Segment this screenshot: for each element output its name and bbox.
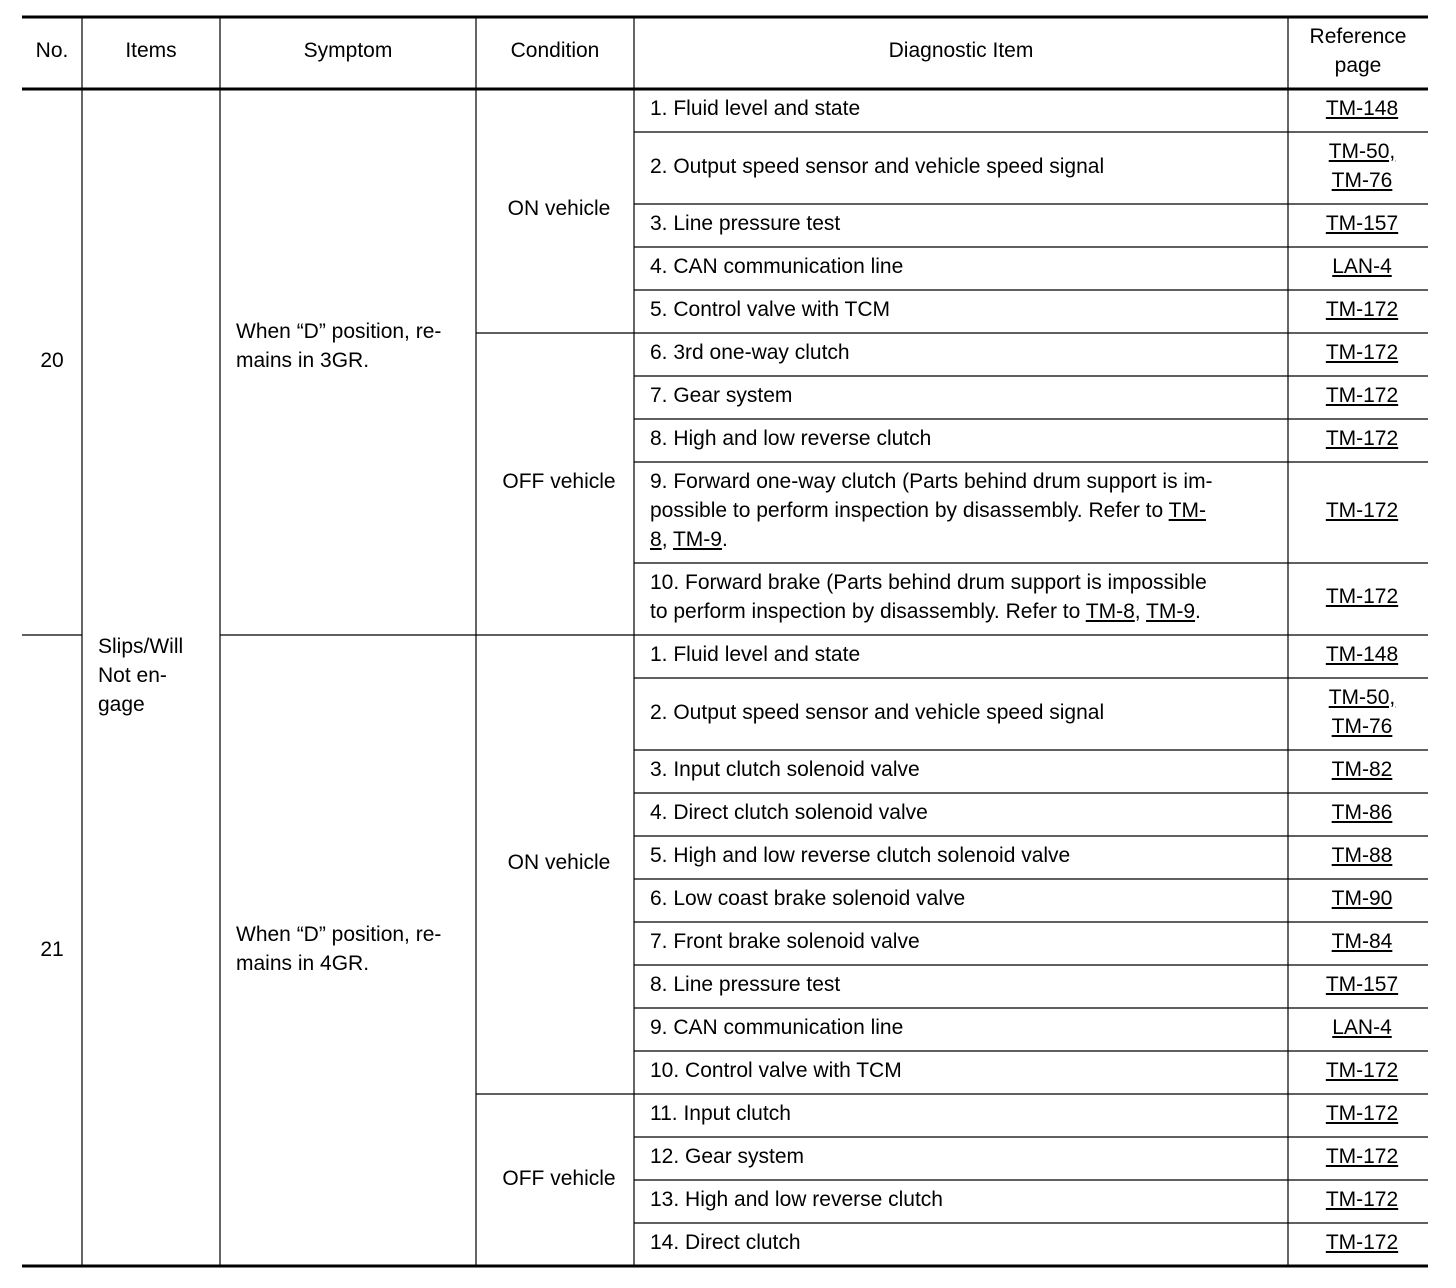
ref-link-20-3[interactable]: TM-157 — [1325, 212, 1399, 235]
header-no: No. — [35, 39, 69, 62]
inline-link-tm-8-part2[interactable]: 8 — [650, 528, 662, 551]
ref-link-21-4[interactable]: TM-86 — [1331, 801, 1393, 824]
ref-link-21-12[interactable]: TM-172 — [1325, 1145, 1399, 1168]
diag-item-21-14: 14. Direct clutch — [650, 1231, 801, 1254]
ref-link-20-4[interactable]: LAN-4 — [1332, 255, 1392, 278]
diag-item-21-6: 6. Low coast brake solenoid valve — [650, 887, 966, 910]
header-symptom: Symptom — [303, 39, 393, 62]
diag-item-21-2: 2. Output speed sensor and vehicle speed signal — [650, 701, 1105, 724]
ref-link-21-13[interactable]: TM-172 — [1325, 1188, 1399, 1211]
diag-text: possible to perform inspection by disassembly. Refer to — [650, 499, 1169, 522]
diag-item-20-4: 4. CAN communication line — [650, 255, 904, 278]
diag-item-21-8: 8. Line pressure test — [650, 973, 841, 996]
ref-link-20-9[interactable]: TM-172 — [1325, 499, 1399, 522]
items-line3: gage — [98, 693, 145, 716]
diag-item-20-6: 6. 3rd one-way clutch — [650, 341, 850, 364]
ref-link-20-2b[interactable]: TM-76 — [1331, 169, 1393, 192]
ref-link-20-5[interactable]: TM-172 — [1325, 298, 1399, 321]
ref-link-20-8[interactable]: TM-172 — [1325, 427, 1399, 450]
diag-text: . — [1195, 600, 1201, 623]
diag-item-20-9-line1: 9. Forward one-way clutch (Parts behind drum support is im- — [650, 470, 1213, 493]
ref-link-21-2a[interactable]: TM-50, — [1328, 686, 1396, 709]
header-items: Items — [125, 39, 177, 62]
items-line1: Slips/Will — [98, 635, 184, 658]
header-reference-page: page — [1334, 54, 1382, 77]
diag-item-20-10-line1: 10. Forward brake (Parts behind drum support is impossible — [650, 571, 1207, 594]
condition-on-vehicle: ON vehicle — [507, 197, 611, 220]
inline-link-tm-9[interactable]: TM-9 — [672, 528, 722, 551]
condition-on-vehicle: ON vehicle — [507, 851, 611, 874]
ref-link-20-7[interactable]: TM-172 — [1325, 384, 1399, 407]
symptom-20-line2: mains in 3GR. — [236, 349, 370, 372]
ref-link-20-2a[interactable]: TM-50, — [1328, 140, 1396, 163]
diag-item-20-3: 3. Line pressure test — [650, 212, 841, 235]
ref-link-20-6[interactable]: TM-172 — [1325, 341, 1399, 364]
diag-item-21-4: 4. Direct clutch solenoid valve — [650, 801, 928, 824]
ref-link-21-2b[interactable]: TM-76 — [1331, 715, 1393, 738]
ref-link-21-1[interactable]: TM-148 — [1325, 643, 1399, 666]
diag-item-20-10-line2 — [650, 597, 1201, 626]
diag-item-20-9-line2 — [650, 496, 1206, 525]
header-reference: Reference — [1309, 25, 1407, 48]
diag-item-20-2: 2. Output speed sensor and vehicle speed signal — [650, 155, 1105, 178]
ref-link-21-11[interactable]: TM-172 — [1325, 1102, 1399, 1125]
ref-link-21-7[interactable]: TM-84 — [1331, 930, 1393, 953]
items-line2: Not en- — [98, 664, 167, 687]
inline-link-tm-8-part1[interactable]: TM- — [1168, 499, 1206, 522]
ref-link-20-10[interactable]: TM-172 — [1325, 585, 1399, 608]
inline-link-tm-9[interactable]: TM-9 — [1146, 600, 1196, 623]
diag-item-21-1: 1. Fluid level and state — [650, 643, 861, 666]
row-number-21: 21 — [40, 938, 64, 961]
diag-item-21-13: 13. High and low reverse clutch — [650, 1188, 943, 1211]
symptom-20-line1: When “D” position, re- — [236, 320, 442, 343]
symptom-21-line1: When “D” position, re- — [236, 923, 442, 946]
condition-off-vehicle: OFF vehicle — [502, 1167, 616, 1190]
diag-item-21-3: 3. Input clutch solenoid valve — [650, 758, 920, 781]
diag-item-20-5: 5. Control valve with TCM — [650, 298, 891, 321]
header-diagnostic-item: Diagnostic Item — [888, 39, 1034, 62]
diag-item-20-7: 7. Gear system — [650, 384, 793, 407]
diag-item-21-11: 11. Input clutch — [650, 1102, 791, 1125]
diag-item-21-9: 9. CAN communication line — [650, 1016, 904, 1039]
diag-text: , — [1134, 600, 1147, 623]
diag-item-21-10: 10. Control valve with TCM — [650, 1059, 902, 1082]
ref-link-21-10[interactable]: TM-172 — [1325, 1059, 1399, 1082]
diag-item-20-9-line3 — [650, 525, 728, 554]
symptom-21-line2: mains in 4GR. — [236, 952, 370, 975]
diag-item-20-1: 1. Fluid level and state — [650, 97, 861, 120]
diag-item-21-12: 12. Gear system — [650, 1145, 805, 1168]
ref-link-21-3[interactable]: TM-82 — [1331, 758, 1393, 781]
header-condition: Condition — [510, 39, 600, 62]
ref-link-20-1[interactable]: TM-148 — [1325, 97, 1399, 120]
inline-link-tm-8[interactable]: TM-8 — [1085, 600, 1135, 623]
diag-text: to perform inspection by disassembly. Refer to — [650, 600, 1086, 623]
diag-item-21-5: 5. High and low reverse clutch solenoid valve — [650, 844, 1071, 867]
ref-link-21-8[interactable]: TM-157 — [1325, 973, 1399, 996]
ref-link-21-5[interactable]: TM-88 — [1331, 844, 1393, 867]
ref-link-21-14[interactable]: TM-172 — [1325, 1231, 1399, 1254]
condition-off-vehicle: OFF vehicle — [502, 470, 616, 493]
diag-item-21-7: 7. Front brake solenoid valve — [650, 930, 920, 953]
diag-item-20-8: 8. High and low reverse clutch — [650, 427, 932, 450]
row-number-20: 20 — [40, 349, 64, 372]
diag-text: . — [721, 528, 728, 551]
diag-text: , — [661, 528, 673, 551]
ref-link-21-9[interactable]: LAN-4 — [1332, 1016, 1392, 1039]
ref-link-21-6[interactable]: TM-90 — [1331, 887, 1393, 910]
